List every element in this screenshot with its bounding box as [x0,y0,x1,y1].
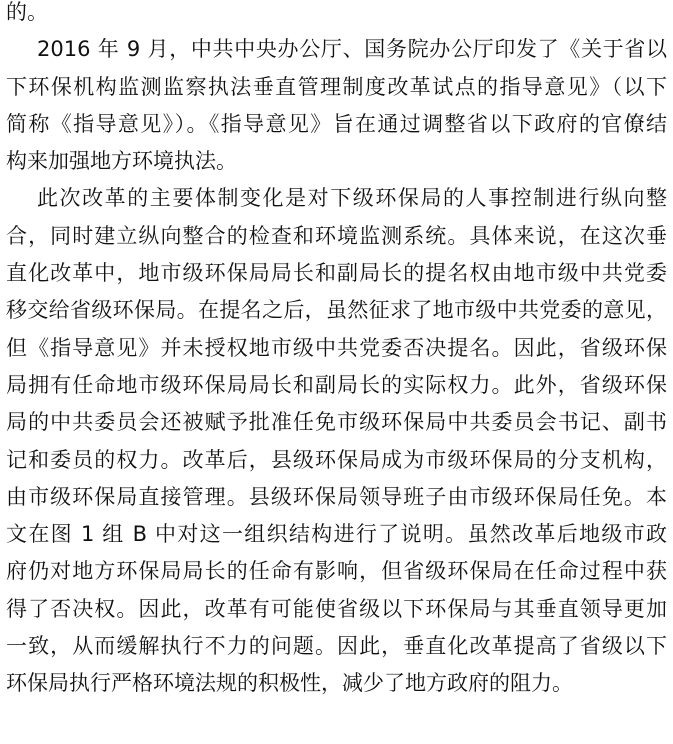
paragraph-1-line-1: 2016 年 9 月，中共中央办公厅、国务院办公厅印发了《关于省以 [37,37,667,62]
text-line: 直化改革中，地市级环保局局长和副局长的提名权由地市级中共党委 [6,261,667,286]
paragraph-2-line-1: 此次改革的主要体制变化是对下级环保局的人事控制进行纵向整 [37,186,667,211]
text-line: 环保局执行严格环境法规的积极性，减少了地方政府的阻力。 [6,671,573,696]
text-line: 移交给省级环保局。在提名之后，虽然征求了地市级中共党委的意见， [6,298,667,323]
text-line: 合，同时建立纵向整合的检查和环境监测系统。具体来说，在这次垂 [6,223,667,248]
text-line: 局拥有任命地市级环保局局长和副局长的实际权力。此外，省级环保 [6,372,667,397]
text-line: 府仍对地方环保局局长的任命有影响，但省级环保局在任命过程中获 [6,559,667,584]
text-line: 下环保机构监测监察执法垂直管理制度改革试点的指导意见》（以下 [6,74,667,99]
text-line: 局的中共委员会还被赋予批准任免市级环保局中共委员会书记、副书 [6,410,667,435]
text-line: 的。 [6,0,48,24]
text-line: 但《指导意见》并未授权地市级中共党委否决提名。因此，省级环保 [6,335,667,360]
text-line: 文在图 1 组 B 中对这一组织结构进行了说明。虽然改革后地级市政 [6,522,667,547]
text-line: 简称《指导意见》）。《指导意见》旨在通过调整省以下政府的官僚结 [6,111,667,136]
text-line: 记和委员的权力。改革后，县级环保局成为市级环保局的分支机构， [6,447,667,472]
text-line: 一致，从而缓解执行不力的问题。因此，垂直化改革提高了省级以下 [6,634,667,659]
text-line: 得了否决权。因此，改革有可能使省级以下环保局与其垂直领导更加 [6,596,667,621]
text-line: 由市级环保局直接管理。县级环保局领导班子由市级环保局任免。本 [6,484,667,509]
text-line: 构来加强地方环境执法。 [6,149,237,174]
